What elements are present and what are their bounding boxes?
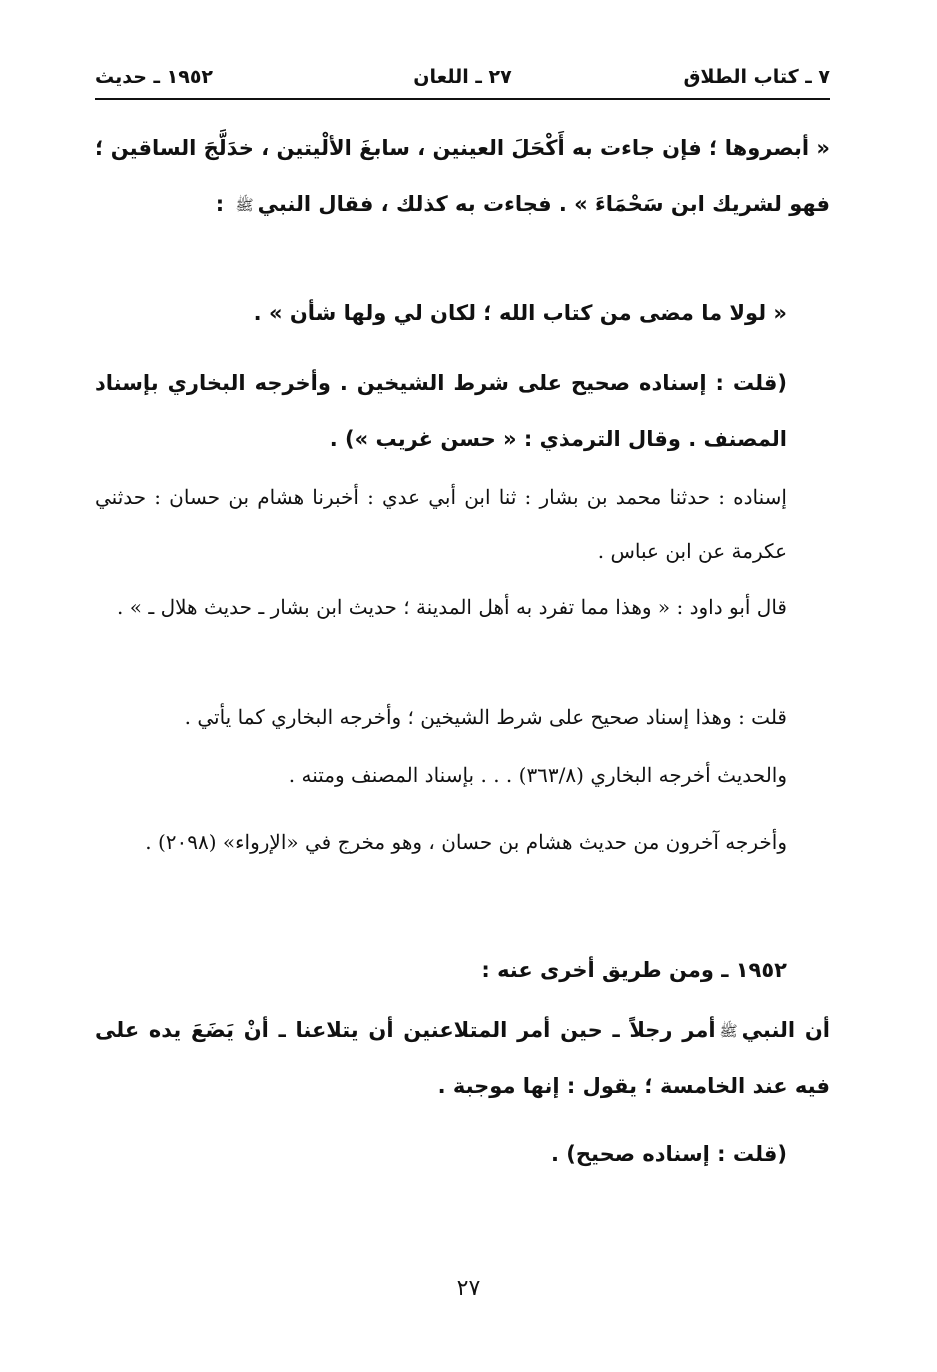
salutation-seal-icon: ﷺ [235,195,254,214]
other-narrations-note: وأخرجه آخرون من حديث هشام بن حسان ، وهو مخرج في «الإرواء» (٢٠٩٨) . [145,830,787,854]
header-hadith-number: ١٩٥٢ ـ حديث [95,66,214,88]
salutation-seal-icon-2: ﷺ [719,1021,738,1040]
hadith-1952-body: أمر رجلاً ـ حين أمر المتلاعنين أن يتلاعنا ـ أنْ يَضَعَ يده على فيه عند الخامسة ؛ يقول : إنها موجبة . [95,1018,830,1098]
header-book-title: ٧ ـ كتاب الطلاق [683,66,830,88]
isnad-chain: إسناده : حدثنا محمد بن بشار : ثنا ابن أبي عدي : أخبرنا هشام بن حسان : حدثني عكرمة عن ابن عباس . [95,485,787,563]
bukhari-reference: والحديث أخرجه البخاري (٣٦٣/٨) . . . بإسناد المصنف ومتنه . [288,763,787,787]
hadith-1952-grading: (قلت : إسناده صحيح) . [551,1142,787,1166]
abu-dawud-comment: قال أبو داود : « وهذا مما تفرد به أهل المدينة ؛ حديث ابن بشار ـ حديث هلال ـ » . [117,595,787,619]
author-grading-note: (قلت : إسناده صحيح على شرط الشيخين . وأخرجه البخاري بإسناد المصنف . وقال الترمذي : « حسن غريب ») . [95,371,787,451]
hadith-text-colon: : [215,192,232,216]
hadith-heading-1952: ١٩٥٢ ـ ومن طريق أخرى عنه : [481,958,787,982]
hadith-text-continuation [95,120,830,232]
page-number: ٢٧ [456,1276,481,1301]
hadith-1952-text [95,1002,830,1114]
authentication-note: قلت : وهذا إسناد صحيح على شرط الشيخين ؛ وأخرجه البخاري كما يأتي . [184,705,787,729]
header-divider [95,98,830,100]
running-header [95,62,830,96]
hadith-1952-opening: أن النبي [741,1018,830,1042]
prophet-quote: « لولا ما مضى من كتاب الله ؛ لكان لي ولها شأن » . [253,301,787,325]
hadith-text-body: « أبصروها ؛ فإن جاءت به أَكْحَلَ العينين ، سابغَ الألْيتين ، خدَلَّجَ الساقين ؛ فهو لشريك ابن سَحْمَاءَ » . فجاءت به كذلك ، فقال النبي [95,136,830,216]
header-chapter-title: ٢٧ ـ اللعان [413,66,512,88]
